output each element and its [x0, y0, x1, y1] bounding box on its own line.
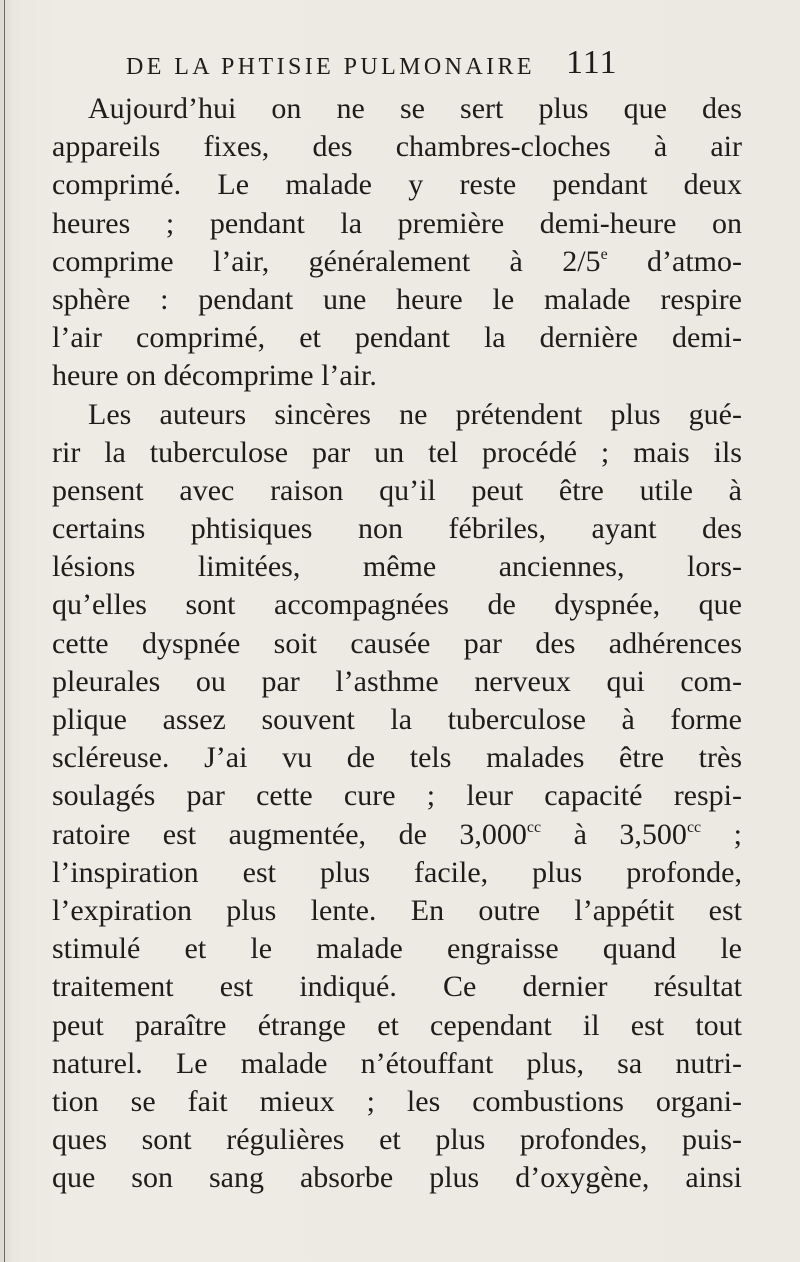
text-line: heures ; pendant la première demi-heure on — [52, 206, 742, 240]
text-line: ques sont régulières et plus profondes, puis- — [52, 1123, 742, 1157]
text-line: stimulé et le malade engraisse quand le — [52, 932, 742, 966]
text-line: certains phtisiques non fébriles, ayant des — [52, 512, 742, 546]
text-line: scléreuse. J’ai vu de tels malades être très — [52, 741, 742, 775]
text-line: heure on décomprime l’air. — [52, 359, 377, 393]
text-line: l’air comprimé, et pendant la dernière demi- — [52, 321, 742, 355]
text-line: Aujourd’hui on ne se sert plus que des — [88, 92, 742, 125]
text-line: l’inspiration est plus facile, plus profonde, — [52, 855, 742, 889]
text-line: lésions limitées, même anciennes, lors- — [52, 550, 742, 584]
text-line: qu’elles sont accompagnées de dyspnée, que — [52, 588, 742, 622]
page-edge — [4, 0, 5, 1262]
text-line: pleurales ou par l’asthme nerveux qui com- — [52, 664, 742, 698]
text-line: traitement est indiqué. Ce dernier résultat — [52, 970, 742, 1004]
text-line: pensent avec raison qu’il peut être utile à — [52, 473, 742, 507]
text-line: ratoire est augmentée, de 3,000$^{cc}$ à 3,500$^{cc}$ ; — [52, 817, 742, 851]
text-line: tion se fait mieux ; les combustions organi- — [52, 1084, 742, 1118]
text-line: Les auteurs sincères ne prétendent plus gué- — [88, 397, 742, 431]
text-line: soulagés par cette cure ; leur capacité respi- — [52, 779, 742, 813]
text-line: appareils fixes, des chambres-cloches à air — [52, 130, 742, 164]
text-line: peut paraître étrange et cependant il est tout — [52, 1008, 742, 1042]
text-line: l’expiration plus lente. En outre l’appétit est — [52, 893, 742, 927]
text-line: comprime l’air, généralement à 2/5e d’atmo- — [52, 244, 742, 278]
text-line: que son sang absorbe plus d’oxygène, ainsi — [52, 1161, 742, 1195]
text-line: comprimé. Le malade y reste pendant deux — [52, 168, 742, 202]
body-text — [52, 90, 742, 1197]
page-header — [0, 44, 800, 88]
text-line: plique assez souvent la tuberculose à forme — [52, 703, 742, 736]
text-line: sphère : pendant une heure le malade respire — [52, 282, 742, 316]
running-title: DE LA PHTISIE PULMONAIRE — [126, 54, 535, 80]
text-line: cette dyspnée soit causée par des adhérences — [52, 626, 742, 660]
text-line: rir la tuberculose par un tel procédé ; mais ils — [52, 435, 742, 469]
page-number: 111 — [566, 44, 618, 81]
text-line: naturel. Le malade n’étouffant plus, sa nutri- — [52, 1046, 742, 1080]
